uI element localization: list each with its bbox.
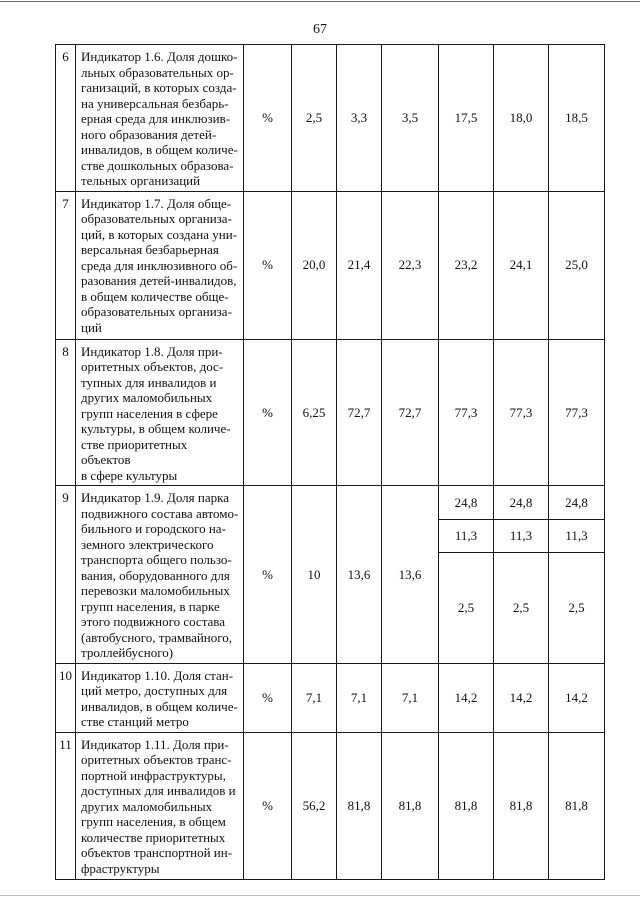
indicator-name-line: Индикатор 1.9. Доля парка — [81, 490, 230, 505]
scan-bottom-edge — [0, 895, 640, 896]
indicator-name-line: транспорта общего пользо- — [81, 552, 232, 567]
indicator-name-line: ций — [81, 319, 102, 335]
value-cell: 77,3 — [549, 339, 605, 486]
unit-cell: % — [244, 486, 292, 664]
value-cell: 7,1 — [382, 663, 439, 732]
indicator-name-line: инвалидов, в общем количе- — [81, 698, 238, 714]
table-row — [56, 191, 605, 339]
indicator-name-line: среда для инклюзивного об- — [81, 257, 238, 273]
unit-cell: % — [244, 732, 292, 879]
unit-cell: % — [244, 663, 292, 732]
indicator-name-line: оритетных объектов, дос- — [81, 359, 224, 374]
table-row — [56, 339, 605, 486]
indicator-name-line: ций, в которых создана уни- — [81, 226, 238, 242]
indicator-table — [55, 44, 605, 880]
indicator-name-line: льных образовательных ор- — [81, 64, 234, 80]
indicator-name-line: групп населения, в парке — [81, 598, 220, 614]
indicator-name-line: Индикатор 1.7. Доля обще- — [81, 195, 232, 211]
value-cell: 21,4 — [337, 191, 382, 339]
unit-cell: % — [244, 45, 292, 192]
indicator-name-line: в общем количестве обще- — [81, 288, 229, 304]
indicator-name-line: других маломобильных — [81, 798, 213, 814]
table-row — [56, 45, 605, 192]
value-cell: 7,1 — [337, 663, 382, 732]
value-cell: 14,2 — [549, 663, 605, 732]
indicator-name-line: Индикатор 1.10. Доля стан- — [81, 667, 234, 683]
indicator-name-line: групп населения, в общем — [81, 814, 226, 829]
indicator-name-line: этого подвижного состава — [81, 614, 226, 629]
indicator-name-line: перевозки маломобильных — [81, 583, 230, 598]
value-cell: 13,6 — [337, 486, 382, 664]
page-number: 67 — [313, 22, 327, 37]
value-cell: 24,8 — [439, 486, 494, 520]
value-cell: 22,3 — [382, 191, 439, 339]
value-cell: 3,3 — [337, 45, 382, 192]
scan-top-edge — [0, 1, 640, 2]
table-row — [56, 732, 605, 879]
value-cell: 11,3 — [439, 520, 494, 552]
value-cell: 3,5 — [382, 45, 439, 192]
row-number: 10 — [56, 663, 76, 732]
indicator-name-line: стве дошкольных образова- — [81, 157, 234, 173]
value-cell: 11,3 — [494, 520, 549, 552]
indicator-name-line: земного электрического — [81, 536, 214, 552]
row-number: 6 — [56, 45, 76, 192]
indicator-name-line: доступных для инвалидов и — [81, 783, 236, 798]
value-cell: 14,2 — [439, 663, 494, 732]
indicator-name-line: образовательных организа- — [81, 211, 232, 226]
value-cell: 24,1 — [494, 191, 549, 339]
value-cell: 23,2 — [439, 191, 494, 339]
value-cell: 25,0 — [549, 191, 605, 339]
value-cell: 77,3 — [494, 339, 549, 486]
value-cell: 14,2 — [494, 663, 549, 732]
indicator-name-line: групп населения в сфере — [81, 405, 218, 421]
value-cell: 72,7 — [382, 339, 439, 486]
indicator-name — [76, 45, 244, 192]
indicator-name-line: Индикатор 1.6. Доля дошко- — [81, 49, 238, 64]
indicator-name-line: ного образования детей- — [81, 126, 217, 142]
value-cell: 2,5 — [494, 552, 549, 663]
indicator-name-line: в сфере культуры — [81, 467, 178, 483]
row-number: 11 — [56, 732, 76, 879]
indicator-name-line: ций метро, доступных для — [81, 683, 228, 698]
value-cell: 17,5 — [439, 45, 494, 192]
indicator-name-line: Индикатор 1.11. Доля при- — [81, 736, 229, 752]
row-number: 8 — [56, 339, 76, 486]
unit-cell: % — [244, 339, 292, 486]
indicator-name-line: других маломобильных — [81, 390, 213, 405]
value-cell: 13,6 — [382, 486, 439, 664]
value-cell: 72,7 — [337, 339, 382, 486]
value-cell: 18,0 — [494, 45, 549, 192]
indicator-name — [76, 486, 244, 664]
value-cell: 2,5 — [292, 45, 337, 192]
table-row — [56, 486, 605, 520]
value-cell: 81,8 — [439, 732, 494, 879]
indicator-name-line: количестве приоритетных — [81, 829, 226, 845]
value-cell: 56,2 — [292, 732, 337, 879]
value-cell: 77,3 — [439, 339, 494, 486]
indicator-name — [76, 663, 244, 732]
indicator-name-line: тельных организаций — [81, 173, 201, 188]
value-cell: 81,8 — [494, 732, 549, 879]
indicator-name-line: ганизаций, в которых созда- — [81, 80, 237, 95]
value-cell: 2,5 — [439, 552, 494, 663]
indicator-name-line: культуры, в общем количе- — [81, 421, 231, 436]
value-cell: 7,1 — [292, 663, 337, 732]
indicator-name-line: стве приоритетных объектов — [81, 436, 188, 467]
indicator-name-line: инвалидов, в общем количе- — [81, 142, 238, 157]
indicator-name-line: подвижного состава автомо- — [81, 505, 239, 521]
indicator-name-line: на универсальная безбарь- — [81, 95, 229, 111]
indicator-name-line: версальная безбарьерная — [81, 242, 219, 257]
indicator-name-line: бильного и городского на- — [81, 521, 226, 536]
indicator-name-line: оритетных объектов транс- — [81, 752, 232, 767]
value-cell: 18,5 — [549, 45, 605, 192]
value-cell: 6,25 — [292, 339, 337, 486]
indicator-name-line: ерная среда для инклюзив- — [81, 111, 231, 126]
indicator-name-line: тупных для инвалидов и — [81, 374, 217, 390]
row-number: 9 — [56, 486, 76, 664]
table-row — [56, 663, 605, 732]
value-cell: 20,0 — [292, 191, 337, 339]
indicator-name-line: Индикатор 1.8. Доля при- — [81, 343, 223, 359]
value-cell: 2,5 — [549, 552, 605, 663]
indicator-name-line: образовательных организа- — [81, 304, 232, 319]
indicator-name — [76, 732, 244, 879]
indicator-name — [76, 339, 244, 486]
row-number: 7 — [56, 191, 76, 339]
indicator-table-body — [56, 45, 605, 880]
value-cell: 24,8 — [549, 486, 605, 520]
value-cell: 24,8 — [494, 486, 549, 520]
indicator-name-line: фраструктуры — [81, 860, 160, 876]
value-cell: 11,3 — [549, 520, 605, 552]
indicator-name-line: портной инфраструктуры, — [81, 767, 226, 783]
indicator-name-line: объектов транспортной ин- — [81, 845, 233, 860]
value-cell: 81,8 — [549, 732, 605, 879]
unit-cell: % — [244, 191, 292, 339]
indicator-name-line: стве станций метро — [81, 714, 189, 729]
indicator-name-line: (автобусного, трамвайного, — [81, 629, 233, 645]
indicator-name — [76, 191, 244, 339]
indicator-name-line: троллейбусного) — [81, 645, 174, 660]
value-cell: 81,8 — [382, 732, 439, 879]
indicator-name-line: разования детей-инвалидов, — [81, 273, 237, 288]
value-cell: 81,8 — [337, 732, 382, 879]
value-cell: 10 — [292, 486, 337, 664]
indicator-name-line: вания, оборудованного для — [81, 567, 230, 583]
